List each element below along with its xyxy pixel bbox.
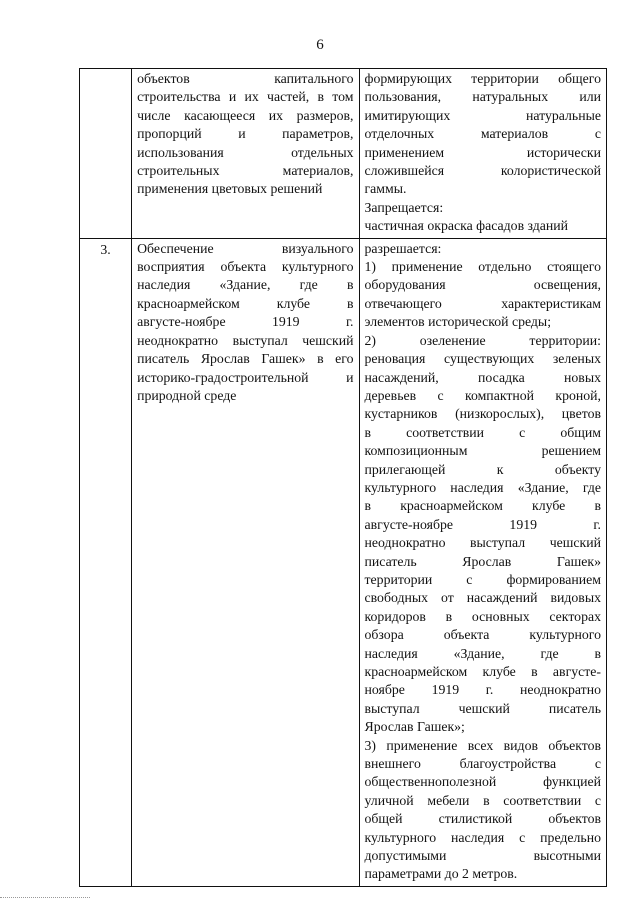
text-line: числе касающееся их размеров, — [137, 107, 354, 123]
text-line: частичная окраска фасадов зданий — [364, 218, 569, 234]
text-line: территории с формированием — [364, 571, 601, 587]
text-line: насаждений, посадка новых — [364, 369, 601, 385]
text-line: объектов капитального — [137, 71, 354, 86]
text-line: реновация существующих зеленых — [364, 351, 601, 367]
text-line: отделочных материалов с — [364, 126, 601, 142]
text-line: разрешается: — [364, 240, 442, 256]
text-line: отвечающего характеристикам — [364, 295, 601, 311]
text-line: параметрами до 2 метров. — [364, 866, 518, 882]
text-line: красноармейском клубе в — [137, 295, 354, 311]
text-line: неоднократно выступал чешский — [364, 535, 601, 551]
text-line: имитирующих натуральные — [364, 107, 601, 123]
text-line: 1) применение отдельно стоящего — [364, 259, 601, 275]
page-number: 6 — [316, 37, 324, 53]
requirement-cell — [359, 238, 606, 886]
text-line: Ярослав Гашек»; — [364, 719, 465, 735]
text-line: культурного наследия «Здание, где — [364, 479, 601, 495]
text-line: писатель Ярослав Гашек» в его — [137, 351, 354, 367]
requirements-table — [79, 68, 607, 887]
text-line: сложившейся колористической — [364, 163, 601, 179]
text-line: природной среде — [137, 387, 237, 403]
text-line: в соответствии с общим — [364, 424, 601, 440]
text-line: августе-ноябре 1919 г. — [137, 314, 354, 330]
text-line: Запрещается: — [364, 199, 444, 215]
text-line: оборудования освещения, — [364, 277, 601, 293]
text-line: августе-ноябре 1919 г. — [364, 516, 601, 532]
text-line: композиционным решением — [364, 443, 601, 459]
text-line: красноармейском клубе в августе- — [364, 664, 601, 679]
row-number-cell: 3. — [80, 238, 132, 886]
text-line: пользования, натуральных или — [364, 89, 601, 105]
text-line: общей стилистикой объектов — [364, 811, 601, 827]
text-line: уличной мебели в соответствии с — [364, 792, 601, 808]
text-line: культурного наследия с предельно — [364, 829, 601, 845]
object-cell — [132, 69, 359, 239]
text-line: наследия «Здание, где в — [137, 277, 354, 293]
text-line: историко-градостроительной и — [137, 369, 354, 385]
text-line: восприятия объекта культурного — [137, 259, 354, 275]
text-line: строительных материалов, — [137, 163, 354, 179]
text-line: пропорций и параметров, — [137, 126, 354, 142]
text-line: общественнополезной функцией — [364, 774, 601, 790]
text-line: неоднократно выступал чешский — [137, 332, 354, 348]
text-line: применением исторически — [364, 144, 601, 160]
text-line: выступал чешский писатель — [364, 700, 601, 716]
text-line: строительства и их частей, в том — [137, 89, 354, 105]
text-line: коридоров в основных секторах — [364, 608, 601, 624]
row-number-cell — [80, 69, 132, 239]
object-cell — [132, 238, 359, 886]
text-line: писатель Ярослав Гашек» — [364, 553, 601, 569]
text-line: формирующих территории общего — [364, 71, 601, 86]
text-line: использования отдельных — [137, 144, 354, 160]
text-line: ноябре 1919 г. неоднократно — [364, 682, 601, 698]
text-line: деревьев с компактной кроной, — [364, 387, 601, 403]
text-line: допустимыми высотными — [364, 848, 601, 864]
scan-edge-mark — [0, 897, 90, 900]
text-line: 2) озеленение территории: — [364, 332, 601, 348]
text-line: наследия «Здание, где в — [364, 645, 601, 661]
text-line: свободных от насаждений видовых — [364, 590, 601, 606]
table-row — [80, 69, 607, 239]
text-line: обзора объекта культурного — [364, 627, 601, 643]
text-line: Обеспечение визуального — [137, 240, 354, 256]
table-row — [80, 238, 607, 886]
text-line: гаммы. — [364, 181, 407, 197]
text-line: в красноармейском клубе в — [364, 498, 601, 514]
requirement-cell — [359, 69, 606, 239]
text-line: прилегающей к объекту — [364, 461, 601, 477]
text-line: 3) применение всех видов объектов — [364, 737, 601, 753]
text-line: кустарников (низкорослых), цветов — [364, 406, 601, 422]
text-line: внешнего благоустройства с — [364, 756, 601, 772]
text-line: элементов исторической среды; — [364, 314, 552, 330]
text-line: применения цветовых решений — [137, 181, 323, 197]
